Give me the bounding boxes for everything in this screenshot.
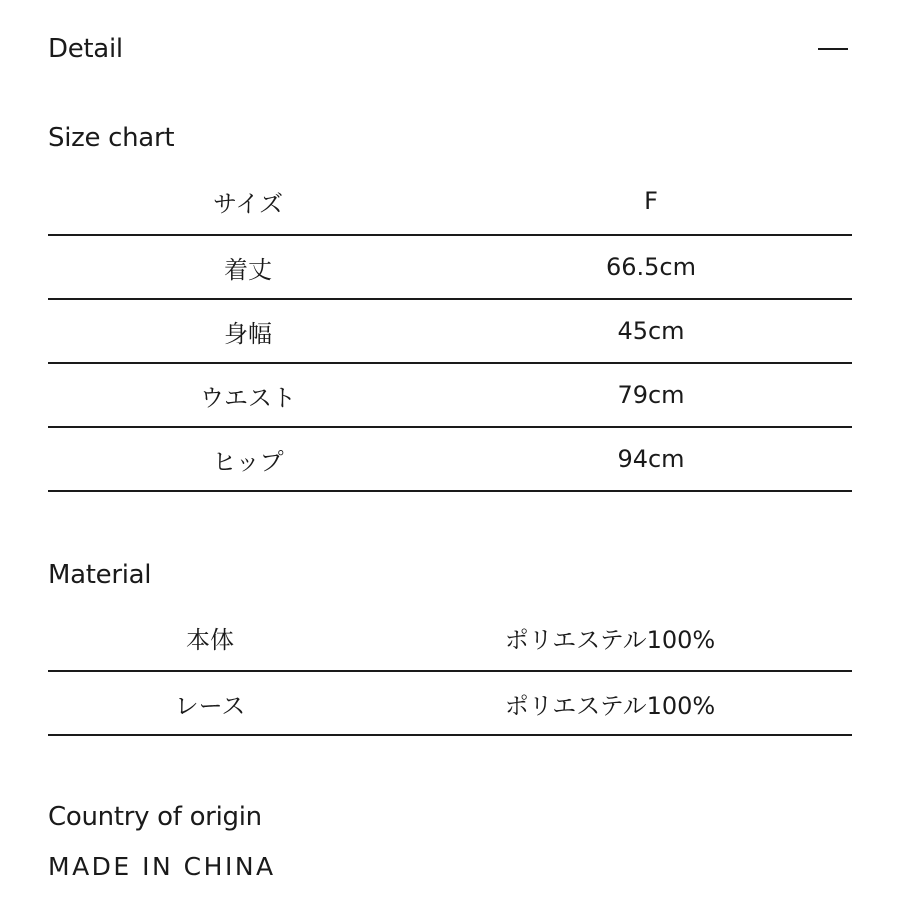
origin-title: Country of origin	[48, 802, 262, 832]
material-title: Material	[48, 560, 152, 590]
size-row-value: 79cm	[617, 381, 685, 409]
collapse-toggle-button[interactable]	[816, 30, 852, 66]
size-chart-table	[48, 168, 852, 492]
table-row	[48, 300, 852, 364]
size-chart-title: Size chart	[48, 123, 175, 153]
size-row-value: 94cm	[617, 445, 685, 473]
size-row-label: 着丈	[224, 255, 272, 284]
table-row	[48, 236, 852, 300]
size-row-value: 45cm	[617, 317, 685, 345]
table-row	[48, 672, 852, 736]
origin-value: MADE IN CHINA	[48, 852, 276, 881]
material-row-value: ポリエステル100%	[504, 691, 716, 720]
table-row	[48, 604, 852, 672]
material-table	[48, 604, 852, 736]
size-row-label: ウエスト	[200, 383, 296, 412]
material-row-value: ポリエステル100%	[504, 625, 716, 654]
size-row-value: 66.5cm	[605, 253, 696, 281]
table-row	[48, 428, 852, 492]
size-chart-header-row	[48, 168, 852, 236]
size-header-label: サイズ	[212, 189, 284, 218]
table-row	[48, 364, 852, 428]
material-row-label: レース	[174, 691, 246, 720]
size-row-label: 身幅	[224, 319, 272, 348]
size-row-label: ヒップ	[212, 447, 284, 476]
minus-icon	[818, 48, 848, 50]
material-row-label: 本体	[186, 625, 234, 654]
size-header-value: F	[644, 187, 658, 215]
detail-title: Detail	[48, 34, 123, 64]
